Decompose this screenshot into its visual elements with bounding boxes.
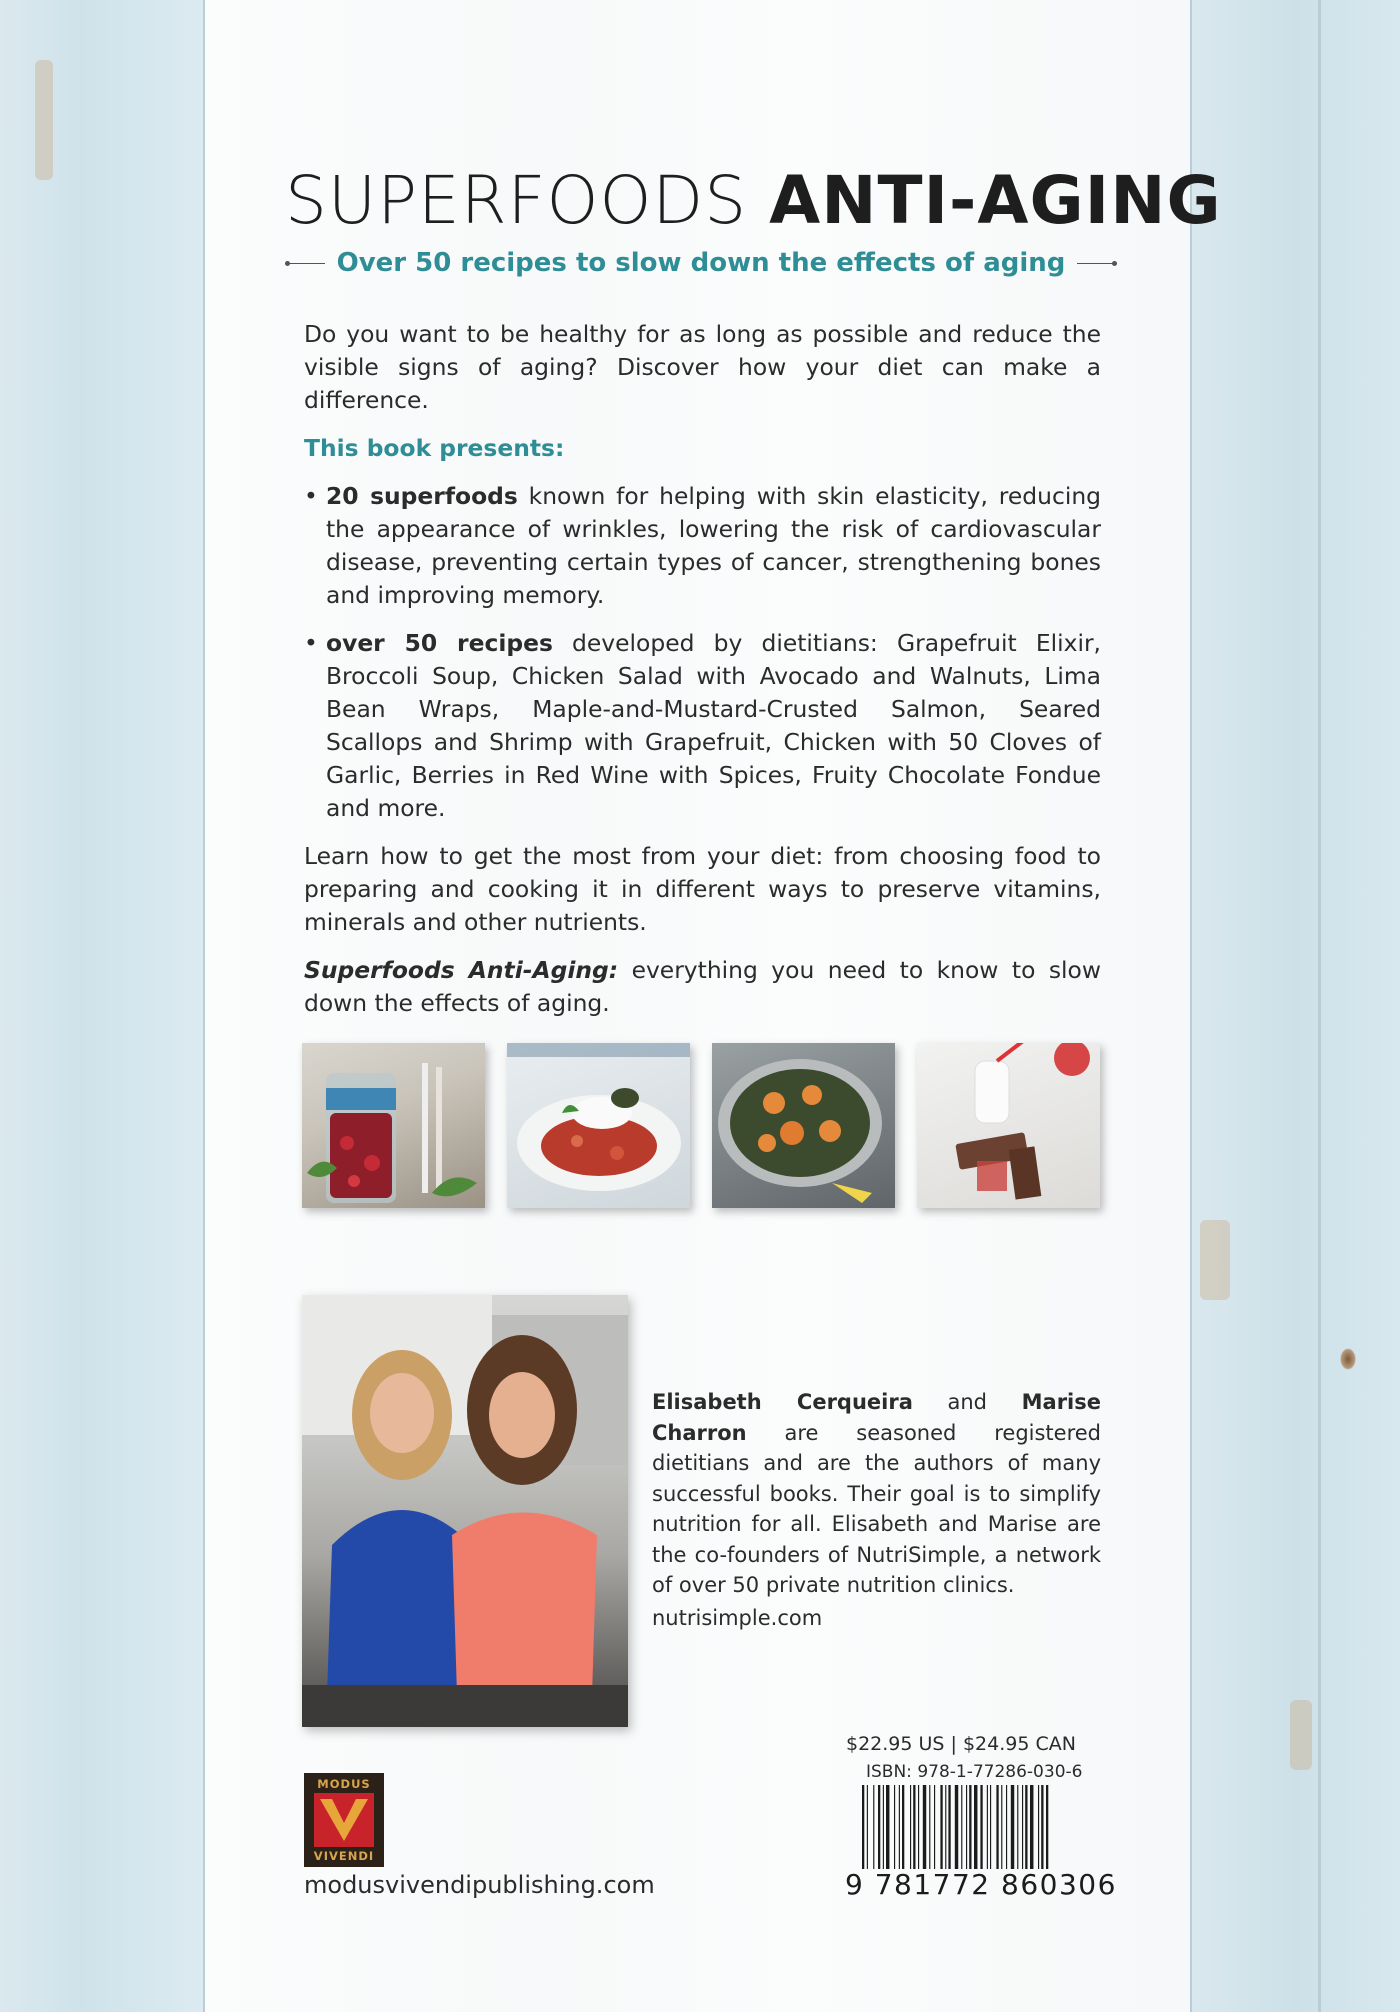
recipe-photo-fudge xyxy=(917,1043,1100,1208)
description xyxy=(304,318,1101,1035)
isbn-label: ISBN: 978-1-77286-030-6 xyxy=(866,1762,1083,1782)
bullet-text: known for helping with skin elasticity, reducing the appearance of wrinkles, lowering the risk of cardiovascular disease, preventing certain types of cancer, strengthening bones and improving memory. xyxy=(326,482,1101,609)
logo-text-bottom: VIVENDI xyxy=(313,1849,375,1863)
bullet-icon: • xyxy=(304,482,318,510)
bullet-bold: 20 superfoods xyxy=(326,482,518,510)
wood-stain xyxy=(35,60,53,180)
title-bold: ANTI-AGING xyxy=(769,162,1222,239)
wood-stain xyxy=(1200,1220,1230,1300)
bullet-bold: over 50 recipes xyxy=(326,629,553,657)
subtitle-rule-left xyxy=(285,263,325,264)
logo-v-icon xyxy=(314,1793,374,1847)
presents-heading: This book presents: xyxy=(304,434,565,462)
bullet-text: developed by dietitians: Grapefruit Elixir, Broccoli Soup, Chicken Salad with Avocado and Walnuts, Lima Bean Wraps, Maple-and-Mustard-Crusted Salmon, Seared Scallops and Shrimp with Grapefruit, Chicken with 50 Cloves of Garlic, Berries in Red Wine with Spices, Fruity Chocolate Fondue and more. xyxy=(326,629,1101,822)
author-bio xyxy=(652,1387,1101,1601)
left-plank xyxy=(0,0,205,2012)
intro-paragraph: Do you want to be healthy for as long as possible and reduce the visible signs of aging? Discover how your diet can make a difference. xyxy=(304,320,1101,414)
barcode-number: 9 781772 860306 xyxy=(845,1868,1117,1901)
wood-knot xyxy=(1340,1348,1356,1370)
author-name: Elisabeth Cerqueira xyxy=(652,1390,913,1414)
learn-paragraph: Learn how to get the most from your diet: from choosing food to preparing and cooking it in different ways to preserve vitamins, minerals and other nutrients. xyxy=(304,842,1101,936)
barcode xyxy=(862,1785,1094,1879)
publisher-logo xyxy=(304,1773,384,1867)
bio-text: are seasoned registered dietitians and are the authors of many successful books. Their goal is to simplify nutrition for all. Elisabeth and Marise are the co-founders of NutriSimple, a network of over 50 private nutrition clinics. xyxy=(652,1420,1101,1597)
subtitle-rule-right xyxy=(1077,263,1117,264)
recipe-photo-elixir xyxy=(302,1043,485,1208)
list-item xyxy=(304,627,1101,825)
authors-photo xyxy=(302,1295,628,1727)
book-title xyxy=(285,162,1222,239)
author-website[interactable]: nutrisimple.com xyxy=(652,1606,823,1630)
recipe-photo-tomato xyxy=(507,1043,690,1208)
plank-seam xyxy=(1318,0,1321,2012)
bullet-icon: • xyxy=(304,629,318,657)
subtitle-row xyxy=(285,246,1117,280)
closing-text: everything you need to know to slow down the effects of aging. xyxy=(304,956,1101,1017)
closing-italic: Superfoods Anti-Aging: xyxy=(304,956,619,984)
recipe-photo-shrimp xyxy=(712,1043,895,1208)
title-light: SUPERFOODS xyxy=(285,162,748,239)
logo-text-top: MODUS xyxy=(317,1777,371,1791)
closing-paragraph xyxy=(304,954,1101,1020)
publisher-website[interactable]: modusvivendipublishing.com xyxy=(304,1871,655,1899)
price-label: $22.95 US | $24.95 CAN xyxy=(846,1733,1076,1755)
wood-stain xyxy=(1290,1700,1312,1770)
list-item xyxy=(304,480,1101,612)
subtitle: Over 50 recipes to slow down the effects of aging xyxy=(336,248,1066,278)
author-conjunction: and xyxy=(912,1390,1022,1414)
author-name: Marise Charron xyxy=(652,1390,1101,1445)
